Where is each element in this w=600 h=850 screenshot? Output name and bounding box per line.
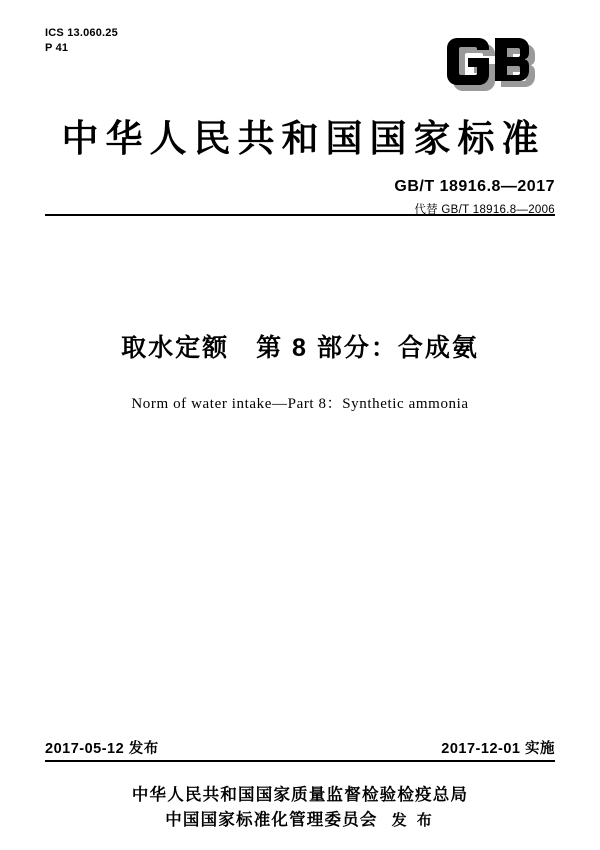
publish-word: 发 布 (391, 811, 435, 829)
issue-date: 2017-05-12 发布 (45, 741, 159, 757)
ics-code: ICS 13.060.25 (45, 27, 118, 39)
implementation-date: 2017-12-01 实施 (441, 741, 555, 757)
publisher-line-2: 中国国家标准化管理委员会 (165, 810, 378, 829)
classification-code: P 41 (45, 41, 69, 54)
publisher-block (0, 783, 600, 833)
standard-replaces: 代替 GB/T 18916.8—2006 (414, 204, 555, 216)
gb-logo-icon (425, 30, 555, 92)
national-standard-title: 中华人民共和国国家标准 (61, 118, 546, 159)
standard-number: GB/T 18916.8—2017 (394, 178, 555, 195)
document-title-chinese: 取水定额 第 8 部分：合成氨 (121, 334, 479, 362)
standard-number-block (394, 178, 555, 217)
document-title-english: Norm of water intake—Part 8：Synthetic ammonia (131, 396, 469, 412)
publisher-line-1: 中华人民共和国国家质量监督检验检疫总局 (131, 786, 469, 804)
divider-top (45, 214, 555, 216)
document-header (45, 26, 118, 56)
divider-bottom (45, 760, 555, 762)
